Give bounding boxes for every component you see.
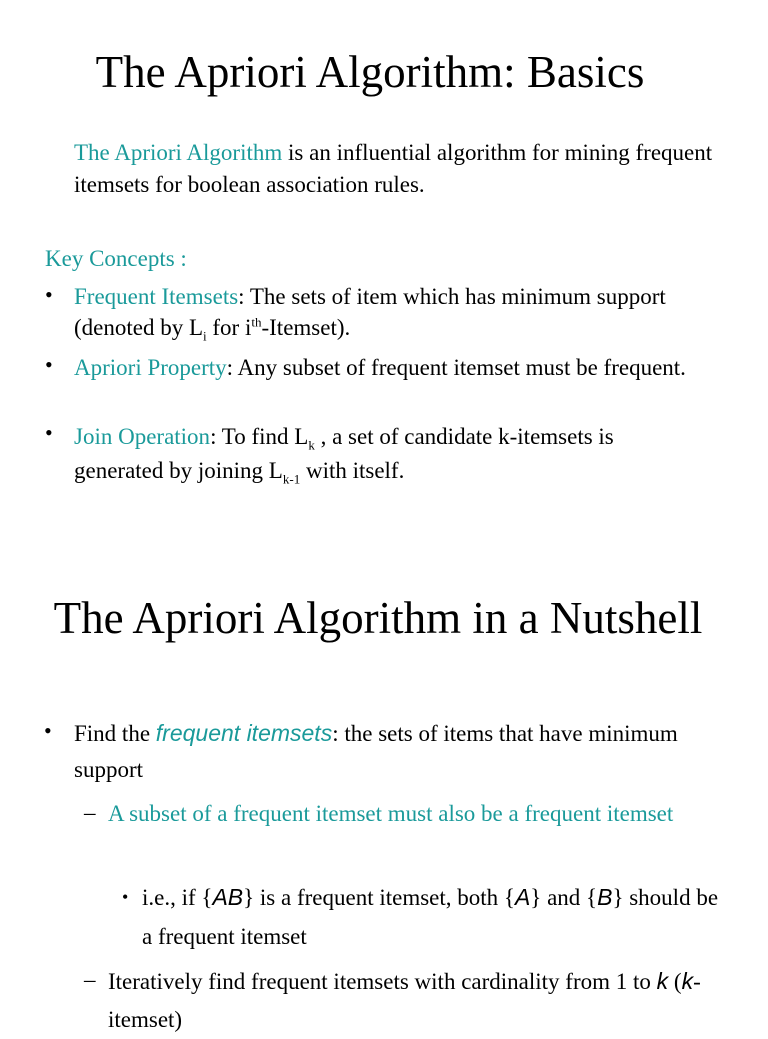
key-concepts-heading: Key Concepts :	[45, 246, 187, 271]
list-item-join-operation	[74, 420, 704, 488]
var-k: k	[681, 968, 694, 994]
list-item-text: Iteratively find frequent itemsets with cardinality from 1 to	[108, 969, 657, 994]
list-item-text: } and {	[530, 885, 598, 910]
subscript: k-1	[282, 471, 301, 487]
slide2-title: The Apriori Algorithm in a Nutshell	[53, 593, 703, 643]
list-item-apriori-property	[74, 352, 704, 383]
list-item-find-frequent-itemsets	[74, 715, 714, 788]
var-k: k	[656, 968, 669, 994]
list-item-text: Find the	[74, 721, 156, 746]
slide1-title: The Apriori Algorithm: Basics	[95, 47, 645, 97]
intro-term: The Apriori Algorithm	[74, 140, 283, 165]
list-item-text: : The sets of item which has minimum support (denoted by L	[74, 284, 666, 340]
bullet-icon: •	[122, 887, 129, 907]
list-item-frequent-itemsets	[74, 281, 704, 343]
set-b: B	[597, 884, 613, 910]
set-ab: AB	[212, 884, 244, 910]
list-item-text: (	[668, 969, 682, 994]
list-item-text: with itself.	[300, 458, 405, 483]
list-item-text: -Itemset).	[261, 315, 351, 340]
term-frequent-itemsets: Frequent Itemsets	[74, 284, 239, 309]
dash-icon: –	[84, 967, 96, 992]
list-item-example	[142, 878, 732, 956]
bullet-icon: •	[44, 718, 52, 743]
list-item-text: : Any subset of frequent itemset must be frequent.	[226, 355, 686, 380]
list-item-text: : the sets of items that have minimum support	[74, 721, 678, 782]
superscript: th	[251, 314, 262, 330]
list-item-subset-property: A subset of a frequent itemset must also be a frequent itemset	[108, 801, 674, 826]
term-join-operation: Join Operation	[74, 424, 211, 449]
slide1-intro	[74, 137, 714, 201]
list-item-text: } should be a frequent itemset	[142, 885, 719, 949]
list-item-iterative	[108, 962, 708, 1039]
set-a: A	[514, 884, 531, 910]
term-frequent-itemsets: frequent itemsets	[155, 720, 333, 746]
list-item-text: i.e., if {	[142, 885, 213, 910]
list-item-text: : To find L	[210, 424, 309, 449]
list-item-text: , a set of candidate k-itemsets is generated by joining L	[74, 424, 614, 483]
list-item-text: -itemset)	[108, 969, 701, 1032]
subscript: k	[308, 437, 315, 453]
subscript: i	[203, 328, 207, 344]
bullet-icon: •	[45, 282, 53, 307]
term-apriori-property: Apriori Property	[74, 355, 227, 380]
bullet-icon: •	[45, 420, 53, 445]
list-item-text: } is a frequent itemset, both {	[243, 885, 515, 910]
dash-icon: –	[84, 800, 96, 825]
bullet-icon: •	[45, 352, 53, 377]
intro-text: is an influential algorithm for mining frequent itemsets for boolean association rules.	[74, 140, 713, 197]
list-item-text: for i	[206, 315, 252, 340]
